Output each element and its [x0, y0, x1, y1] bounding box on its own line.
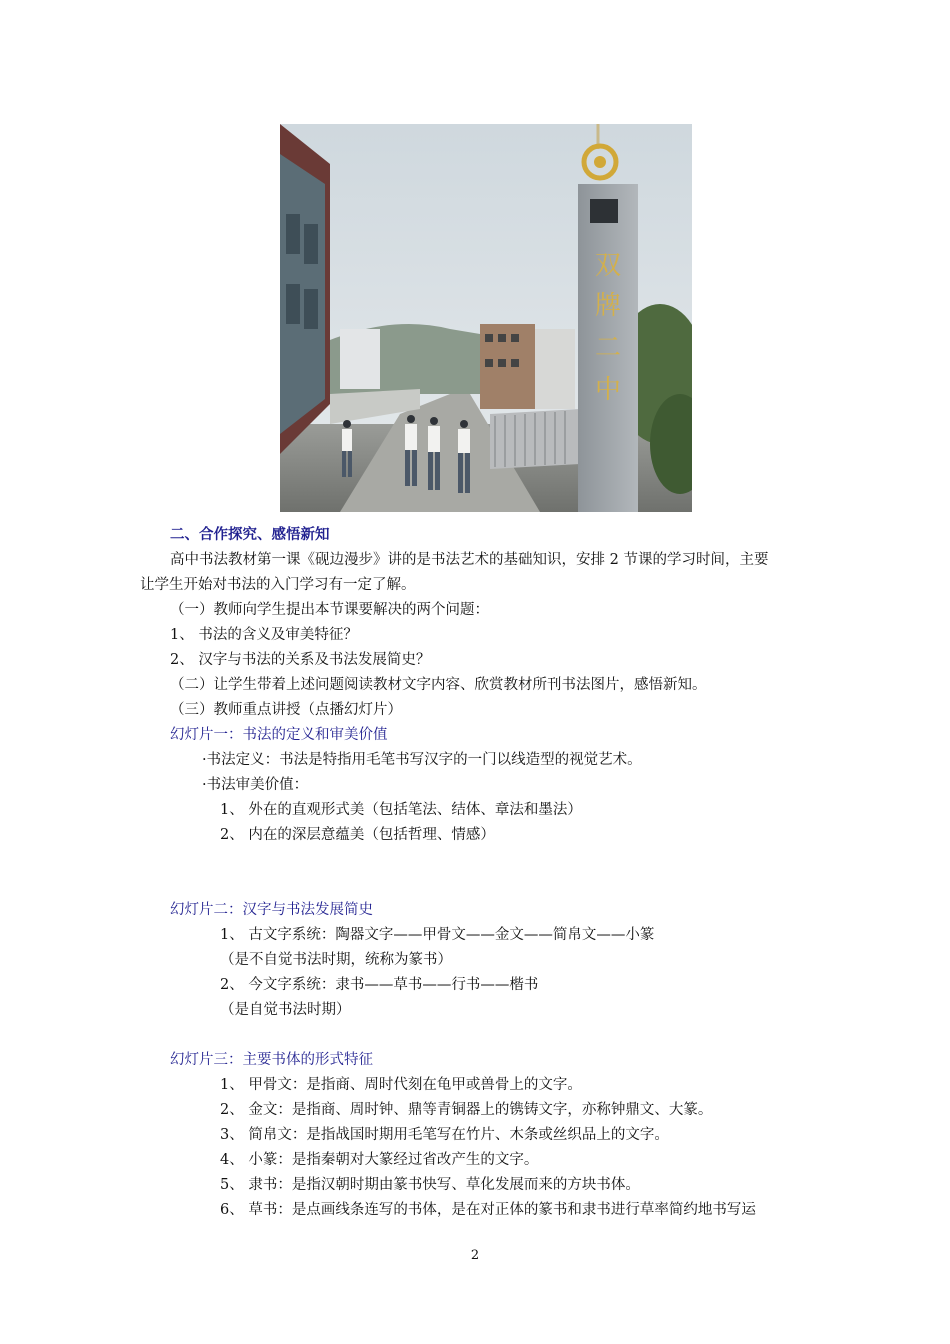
slide1-value-item: 1、 外在的直观形式美（包括笔法、结体、章法和墨法） — [220, 802, 582, 818]
section-title: 二、合作探究、感悟新知 — [170, 526, 330, 543]
slide3-title: 幻灯片三：主要书体的形式特征 — [170, 1052, 373, 1068]
slide3-item: 3、 简帛文：是指战国时期用毛笔写在竹片、木条或丝织品上的文字。 — [220, 1127, 669, 1143]
slide2-note: （是不自觉书法时期，统称为篆书） — [220, 952, 452, 968]
slide1-title: 幻灯片一：书法的定义和审美价值 — [170, 727, 388, 743]
slide2-item: 2、 今文字系统：隶书——草书——行书——楷书 — [220, 977, 539, 993]
tower-char-3: 二 — [594, 333, 622, 363]
slide3-item: 6、 草书：是点画线条连写的书体，是在对正体的篆书和隶书进行草率简约地书写运 — [220, 1202, 756, 1218]
slide1-definition: ·书法定义：书法是特指用毛笔书写汉字的一门以线造型的视觉艺术。 — [202, 752, 642, 768]
paragraph-line: 高中书法教材第一课《砚边漫步》讲的是书法艺术的基础知识，安排 2 节课的学习时间，主要 — [170, 552, 769, 568]
tower-char-4: 中 — [594, 375, 622, 405]
slide3-item: 4、 小篆：是指秦朝对大篆经过省改产生的文字。 — [220, 1152, 539, 1168]
slide3-item: 5、 隶书：是指汉朝时期由篆书快写、草化发展而来的方块书体。 — [220, 1177, 640, 1193]
slide3-item: 1、 甲骨文：是指商、周时代刻在龟甲或兽骨上的文字。 — [220, 1077, 582, 1093]
page-number: 2 — [470, 1248, 480, 1263]
tower-char-2: 牌 — [594, 291, 622, 321]
school-gate-illustration — [280, 124, 692, 512]
slide2-title: 幻灯片二：汉字与书法发展简史 — [170, 902, 373, 918]
list-item: 2、 汉字与书法的关系及书法发展简史？ — [170, 652, 431, 668]
slide3-item: 2、 金文：是指商、周时钟、鼎等青铜器上的镌铸文字，亦称钟鼎文、大篆。 — [220, 1102, 713, 1118]
list-item: （二）让学生带着上述问题阅读教材文字内容、欣赏教材所刊书法图片，感悟新知。 — [170, 677, 707, 693]
list-item: （一）教师向学生提出本节课要解决的两个问题： — [170, 602, 489, 618]
slide2-item: 1、 古文字系统：陶器文字——甲骨文——金文——简帛文——小篆 — [220, 927, 655, 943]
tower-char-1: 双 — [594, 251, 622, 281]
slide1-value-label: ·书法审美价值： — [202, 777, 309, 793]
slide1-value-item: 2、 内在的深层意蕴美（包括哲理、情感） — [220, 827, 495, 843]
school-gate-photo — [280, 124, 692, 512]
list-item: 1、 书法的含义及审美特征？ — [170, 627, 358, 643]
paragraph-line: 让学生开始对书法的入门学习有一定了解。 — [140, 577, 416, 593]
list-item: （三）教师重点讲授（点播幻灯片） — [170, 702, 402, 718]
slide2-note: （是自觉书法时期） — [220, 1002, 351, 1018]
